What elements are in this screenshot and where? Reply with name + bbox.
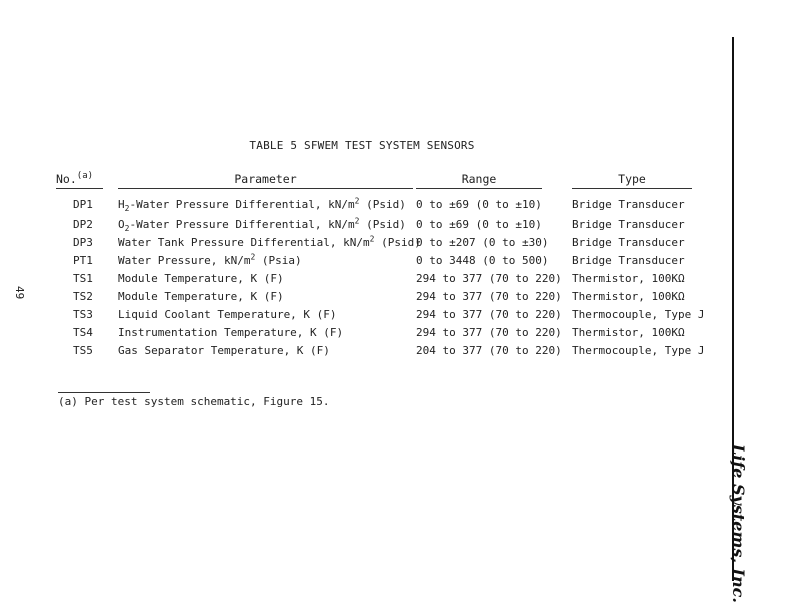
- header-range-underline: [416, 188, 542, 189]
- row-range: 0 to 3448 (0 to 500): [416, 254, 549, 267]
- row-range: 0 to ±69 (0 to ±10): [416, 198, 542, 211]
- row-no: DP2: [73, 218, 93, 231]
- row-no: DP1: [73, 198, 93, 211]
- table-row: [0, 324, 724, 342]
- row-no: TS4: [73, 326, 93, 339]
- header-type-underline: [572, 188, 692, 189]
- row-parameter: Gas Separator Temperature, K (F): [118, 344, 330, 357]
- row-parameter: Liquid Coolant Temperature, K (F): [118, 308, 337, 321]
- row-parameter: Water Pressure, $kN/m^2$ (Psia): [118, 252, 302, 267]
- row-range: 0 to ±207 (0 to ±30): [416, 236, 549, 249]
- row-range: 204 to 377 (70 to 220): [416, 344, 562, 357]
- row-parameter: $H_2$-Water Pressure Differential, $kN/m^2$ (Psid): [118, 196, 406, 214]
- row-type: Bridge Transducer: [572, 218, 685, 231]
- table-row: [0, 234, 724, 252]
- row-type: Bridge Transducer: [572, 236, 685, 249]
- page-number: 49: [13, 286, 26, 300]
- row-range: 294 to 377 (70 to 220): [416, 290, 562, 303]
- row-type: Thermistor, 100KΩ: [572, 290, 685, 303]
- table-row: [0, 270, 724, 288]
- row-no: TS5: [73, 344, 93, 357]
- row-parameter: $O_2$-Water Pressure Differential, $kN/m^2$ (Psid): [118, 216, 406, 234]
- table-row: [0, 196, 724, 214]
- header-type: Type: [618, 172, 646, 186]
- row-range: 294 to 377 (70 to 220): [416, 326, 562, 339]
- footnote: (a) Per test system schematic, Figure 15.: [58, 395, 330, 408]
- table-row: [0, 306, 724, 324]
- header-parameter-underline: [118, 188, 413, 189]
- row-type: Thermocouple, Type J: [572, 308, 705, 321]
- table-row: [0, 288, 724, 306]
- row-parameter: Module Temperature, K (F): [118, 290, 284, 303]
- header-no-label: No.: [56, 172, 77, 186]
- footnote-rule: [58, 392, 150, 393]
- row-type: Thermistor, 100KΩ: [572, 326, 685, 339]
- header-parameter: Parameter: [234, 172, 297, 186]
- row-range: 294 to 377 (70 to 220): [416, 272, 562, 285]
- row-no: TS2: [73, 290, 93, 303]
- company-logo: Life Systems, Inc.: [729, 444, 748, 603]
- header-no-underline: [56, 188, 103, 189]
- table-row: [0, 216, 724, 234]
- row-no: TS1: [73, 272, 93, 285]
- row-type: Bridge Transducer: [572, 198, 685, 211]
- row-no: PT1: [73, 254, 93, 267]
- row-no: DP3: [73, 236, 93, 249]
- header-range: Range: [461, 172, 497, 186]
- row-parameter: Module Temperature, K (F): [118, 272, 284, 285]
- table-row: [0, 342, 724, 360]
- row-range: 0 to ±69 (0 to ±10): [416, 218, 542, 231]
- row-range: 294 to 377 (70 to 220): [416, 308, 562, 321]
- table-title: TABLE 5 SFWEM TEST SYSTEM SENSORS: [249, 139, 475, 152]
- row-no: TS3: [73, 308, 93, 321]
- row-parameter: Water Tank Pressure Differential, $kN/m^2$ (Psid): [118, 234, 421, 249]
- row-type: Thermistor, 100KΩ: [572, 272, 685, 285]
- row-parameter: Instrumentation Temperature, K (F): [118, 326, 344, 339]
- row-type: Thermocouple, Type J: [572, 344, 705, 357]
- header-no-note: (a): [76, 171, 94, 181]
- header-no: [56, 172, 93, 186]
- table-row: [0, 252, 724, 270]
- row-type: Bridge Transducer: [572, 254, 685, 267]
